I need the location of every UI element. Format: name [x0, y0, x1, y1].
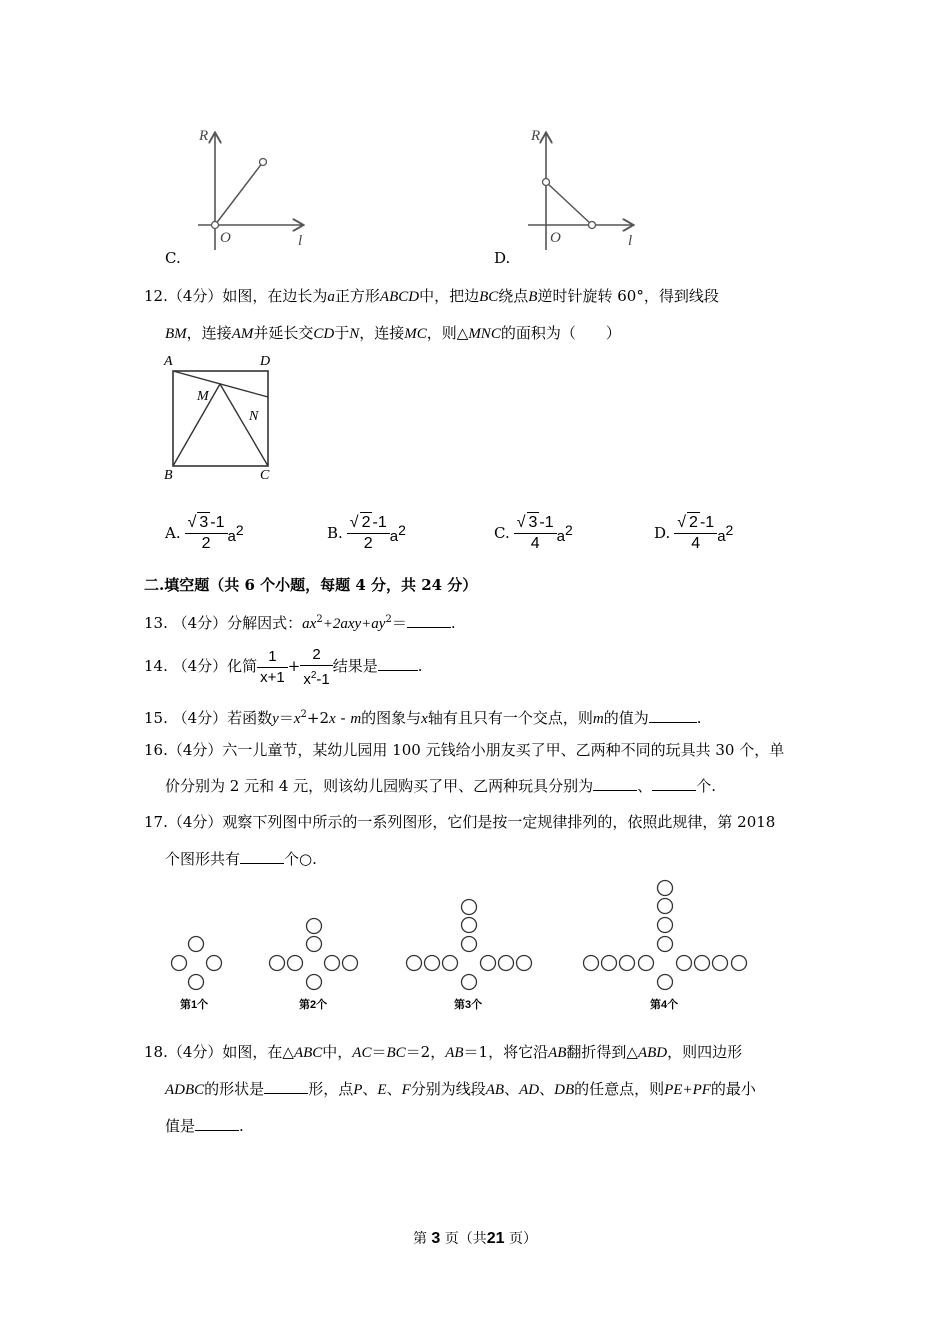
segment-mc: [220, 384, 268, 466]
pattern-circle: [602, 956, 617, 971]
q12-line1: 12.（4分）如图，在边长为a正方形ABCD中，把边BC绕点B逆时针旋转 60°，得到线段: [144, 287, 719, 305]
q13: 13. （4分）分解因式：$ax^2+2axy+ay^2=$ .: [144, 614, 456, 632]
pattern-circle: [343, 956, 358, 971]
pattern-circle: [189, 937, 204, 952]
graph-c: [190, 122, 315, 250]
q12-option-b[interactable]: B. $\frac{√ 2 -1}{2}$ $a^2$: [327, 514, 406, 552]
pattern-circle: [584, 956, 599, 971]
vertex-d: D: [260, 354, 271, 369]
pattern-circle: [658, 881, 673, 896]
pattern-circle: [620, 956, 635, 971]
q12-square-figure: [160, 350, 285, 485]
q16-answer-blank-1[interactable]: [593, 776, 637, 791]
pattern-circle: [307, 919, 322, 934]
pattern-circle: [307, 975, 322, 990]
axis-label-l: l: [298, 233, 303, 249]
vertex-m: M: [197, 389, 209, 404]
page-footer: 第 3 页（共21 页）: [412, 1230, 538, 1247]
option-d-label: D.: [494, 249, 511, 267]
q12-option-d[interactable]: D. $\frac{√ 2 -1}{4}$ $a^2$: [654, 514, 734, 552]
origin-label: O: [550, 230, 561, 246]
axis-label-r: R: [531, 128, 541, 144]
pattern-circle: [517, 956, 532, 971]
pattern-circle: [462, 918, 477, 933]
axis-label-r: R: [199, 128, 209, 144]
graph-line: [215, 162, 263, 225]
q17-line1: 17.（4分）观察下列图中所示的一系列图形，它们是按一定规律排列的，依照此规律，第 2018: [144, 813, 776, 831]
caption-4: 第4个: [650, 999, 679, 1011]
caption-1: 第1个: [180, 999, 209, 1011]
pattern-circle: [270, 956, 285, 971]
graph-d: [520, 122, 645, 250]
vertex-n: N: [249, 409, 259, 424]
pattern-circle: [462, 975, 477, 990]
pattern-circle: [207, 956, 222, 971]
q16-line1: 16.（4分）六一儿童节，某幼儿园用 100 元钱给小朋友买了甲、乙两种不同的玩具共 30 个，单: [144, 741, 785, 759]
graph-line: [546, 182, 592, 225]
origin-label: O: [220, 230, 231, 246]
vertex-a: A: [164, 354, 173, 369]
caption-3: 第3个: [454, 999, 483, 1011]
pattern-circle: [499, 956, 514, 971]
q15: 15. （4分）若函数$y=x^2+2x - m$的图象与x轴有且只有一个交点，则m的值为 .: [144, 709, 702, 727]
pattern-circle: [677, 956, 692, 971]
pattern-circle: [462, 900, 477, 915]
q18-line2: ADBC的形状是 形，点P、E、F分别为线段AB、AD、DB的任意点，则PE+PF的最小: [165, 1080, 756, 1098]
pattern-circle: [288, 956, 303, 971]
q14-answer-blank[interactable]: [378, 656, 418, 671]
pattern-circle: [481, 956, 496, 971]
q17-circle-patterns: [160, 872, 760, 1017]
open-point: [260, 159, 267, 166]
pattern-circle: [443, 956, 458, 971]
q17-line2: 个图形共有 个○.: [165, 850, 317, 868]
pattern-circle: [658, 899, 673, 914]
q12-option-a[interactable]: A. $\frac{√ 3 -1}{2}$ $a^2$: [165, 514, 244, 552]
pattern-circle: [732, 956, 747, 971]
pattern-circle: [172, 956, 187, 971]
pattern-circle: [462, 937, 477, 952]
pattern-circle: [307, 937, 322, 952]
option-c-label: C.: [165, 249, 181, 267]
vertex-b: B: [164, 468, 173, 483]
q12-line2: BM，连接AM并延长交CD于N，连接MC，则△MNC的面积为（ ）: [165, 324, 621, 342]
open-point: [589, 222, 596, 229]
q16-answer-blank-2[interactable]: [652, 776, 696, 791]
pattern-circle: [658, 975, 673, 990]
caption-2: 第2个: [299, 999, 328, 1011]
page-total: 21: [486, 1230, 505, 1247]
pattern-circle: [325, 956, 340, 971]
q16-line2: 价分别为 2 元和 4 元，则该幼儿园购买了甲、乙两种玩具分别为 、 个.: [165, 777, 716, 795]
pattern-circle: [189, 975, 204, 990]
axis-label-l: l: [628, 233, 633, 249]
q18-answer-blank-1[interactable]: [264, 1079, 308, 1094]
open-point: [543, 179, 550, 186]
pattern-circle: [658, 918, 673, 933]
q18-line3: 值是 .: [165, 1117, 244, 1135]
q17-answer-blank[interactable]: [240, 849, 284, 864]
pattern-circle: [425, 956, 440, 971]
pattern-circle: [658, 937, 673, 952]
pattern-circle: [407, 956, 422, 971]
q18-line1: 18.（4分）如图，在△ABC中，AC＝BC＝2，AB＝1，将它沿AB翻折得到△ABD，则四边形: [144, 1043, 743, 1061]
q12-option-c[interactable]: C. $\frac{√ 3 -1}{4}$ $a^2$: [494, 514, 573, 552]
q13-answer-blank[interactable]: [407, 613, 451, 628]
vertex-c: C: [260, 468, 270, 483]
pattern-circle: [695, 956, 710, 971]
open-point: [212, 222, 219, 229]
section-heading: 二.填空题（共 6 个小题，每题 4 分，共 24 分）: [144, 576, 478, 594]
pattern-circle: [639, 956, 654, 971]
page-number: 3: [431, 1230, 441, 1247]
q14: 14. （4分）化简 $\frac{1}{x+1}$ + $\frac{2}{x^2-1}$ 结果是 .: [144, 645, 423, 688]
q15-answer-blank[interactable]: [649, 708, 697, 723]
pattern-circle: [713, 956, 728, 971]
q18-answer-blank-2[interactable]: [195, 1116, 239, 1131]
